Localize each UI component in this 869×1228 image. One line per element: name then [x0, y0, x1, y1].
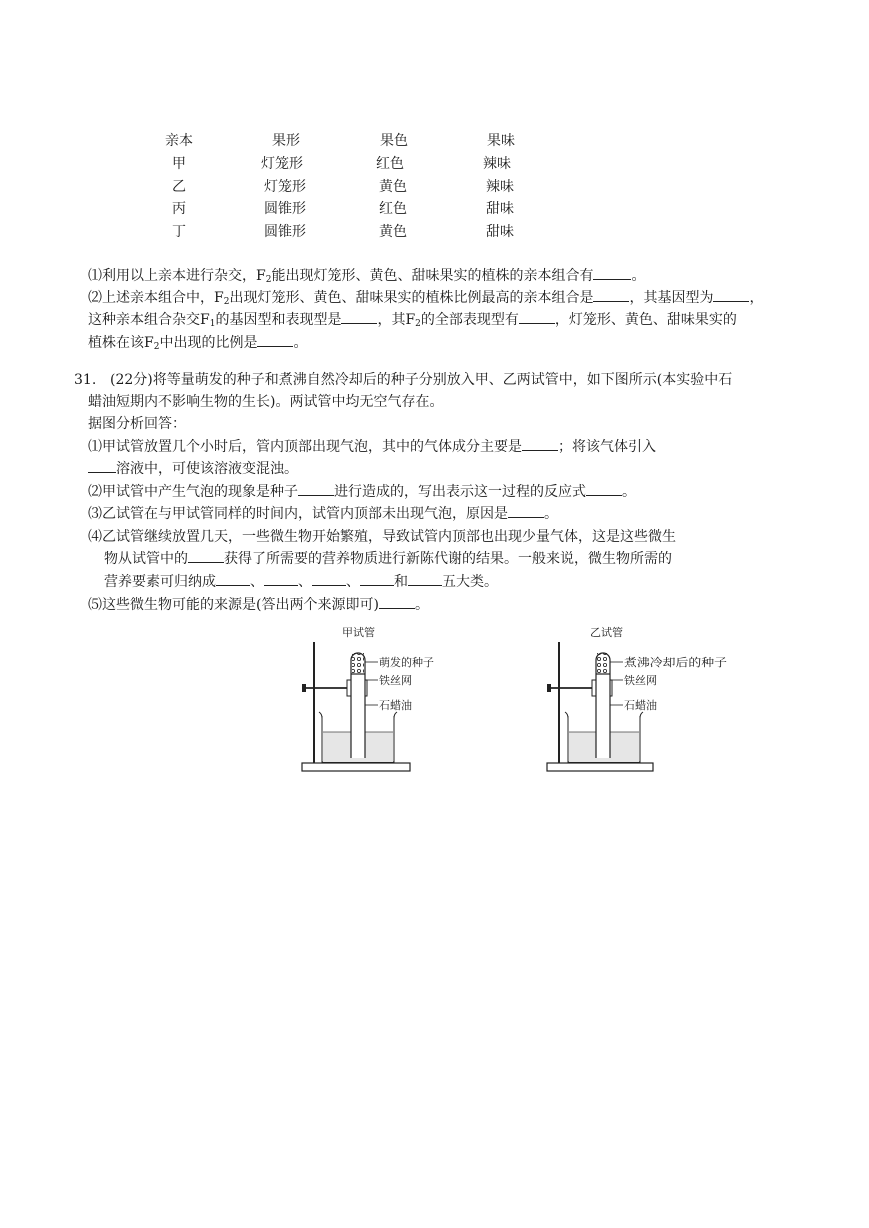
answer-blank[interactable] [298, 481, 334, 496]
table-cell: 丙 [172, 201, 186, 217]
q31-part4-end: 营养要素可归纳成 、 、 、 和 五大类。 [104, 571, 498, 593]
table-cell: 红色 [376, 156, 404, 172]
answer-blank[interactable] [379, 594, 415, 609]
answer-blank[interactable] [519, 309, 555, 324]
answer-blank[interactable] [593, 287, 629, 302]
right-apparatus [547, 625, 727, 771]
q31-part4-cont: 物从试管中的 获得了所需要的营养物质进行新陈代谢的结果。一般来说，微生物所需的 [104, 548, 672, 570]
boiled-seeds [597, 653, 609, 673]
table-cell: 辣味 [486, 179, 514, 195]
answer-blank[interactable] [188, 548, 224, 563]
q31-part3: ⑶乙试管在与甲试管同样的时间内，试管内顶部未出现气泡，原因是 。 [88, 503, 558, 525]
q31-number: 31. [74, 372, 97, 388]
answer-blank[interactable] [360, 571, 394, 586]
table-cell: 圆锥形 [264, 224, 306, 240]
q31-part1: ⑴甲试管放置几个小时后，管内顶部出现气泡，其中的气体成分主要是 ；将该气体引入 [88, 436, 656, 458]
right-title: 乙试管 [590, 626, 623, 639]
answer-blank[interactable] [264, 571, 298, 586]
table-cell: 黄色 [379, 224, 407, 240]
table-cell: 红色 [379, 201, 407, 217]
experiment-figure [290, 620, 712, 780]
mesh-label: 铁丝网 [624, 674, 657, 687]
q30-part1: ⑴利用以上亲本进行杂交，$F_2$能出现灯笼形、黄色、甜味果实的植株的亲本组合有 。 [88, 265, 645, 291]
mesh-label: 铁丝网 [379, 674, 412, 687]
answer-blank[interactable] [312, 571, 346, 586]
table-header: 亲本 [165, 133, 193, 149]
seed-label: 煮沸冷却后的种子 [624, 656, 712, 669]
q31-lead: 据图分析回答： [88, 416, 186, 432]
left-apparatus [302, 625, 434, 771]
table-cell: 甜味 [486, 224, 514, 240]
q31-intro-cont: 蜡油短期内不影响生物的生长)。两试管中均无空气存在。 [88, 394, 444, 410]
clamp-screw [547, 684, 551, 692]
answer-blank[interactable] [88, 458, 116, 473]
table-cell: 灯笼形 [264, 179, 306, 195]
answer-blank[interactable] [586, 481, 622, 496]
answer-blank[interactable] [408, 571, 442, 586]
q30-part2-cont: 这种亲本组合杂交$F_1$的基因型和表现型是 ，其$F_2$的全部表现型有 ，灯笼形、黄色、甜味果实的 [88, 309, 737, 335]
q31-part2: ⑵甲试管中产生气泡的现象是种子 进行造成的，写出表示这一过程的反应式 。 [88, 481, 636, 503]
stand-base [547, 763, 653, 771]
answer-blank[interactable] [593, 265, 631, 280]
answer-blank[interactable] [508, 503, 544, 518]
table-cell: 甲 [172, 156, 186, 172]
seed-label: 萌发的种子 [379, 656, 434, 669]
oil-label: 石蜡油 [379, 699, 412, 712]
q31-part5: ⑸这些微生物可能的来源是(答出两个来源即可) 。 [88, 594, 429, 616]
stand-base [302, 763, 410, 771]
table-cell: 甜味 [486, 201, 514, 217]
table-cell: 乙 [172, 179, 186, 195]
q30-part2: ⑵上述亲本组合中，$F_2$出现灯笼形、黄色、甜味果实的植株比例最高的亲本组合是 ，其基因型为 ， [88, 287, 763, 313]
q31-part4: ⑷乙试管继续放置几天，一些微生物开始繁殖，导致试管内顶部也出现少量气体，这是这些微生 [88, 529, 676, 545]
answer-blank[interactable] [522, 436, 558, 451]
germinating-seeds [352, 653, 364, 673]
answer-blank[interactable] [713, 287, 749, 302]
table-cell: 丁 [172, 224, 186, 240]
table-cell: 圆锥形 [264, 201, 306, 217]
table-cell: 灯笼形 [261, 156, 303, 172]
table-header: 果色 [380, 133, 408, 149]
table-header: 果形 [272, 133, 300, 149]
answer-blank[interactable] [257, 332, 293, 347]
table-cell: 辣味 [483, 156, 511, 172]
answer-blank[interactable] [341, 309, 377, 324]
oil-label: 石蜡油 [624, 699, 657, 712]
q30-part2-end: 植株在该$F_2$中出现的比例是 。 [88, 332, 307, 358]
left-title: 甲试管 [342, 626, 375, 639]
table-header: 果味 [487, 133, 515, 149]
table-cell: 黄色 [379, 179, 407, 195]
clamp-screw [302, 684, 306, 692]
answer-blank[interactable] [216, 571, 250, 586]
q31-intro: (22分)将等量萌发的种子和煮沸自然冷却后的种子分别放入甲、乙两试管中，如下图所示(本实验中石 [110, 372, 733, 388]
q31-part1-cont: 溶液中，可使该溶液变混浊。 [88, 458, 298, 480]
